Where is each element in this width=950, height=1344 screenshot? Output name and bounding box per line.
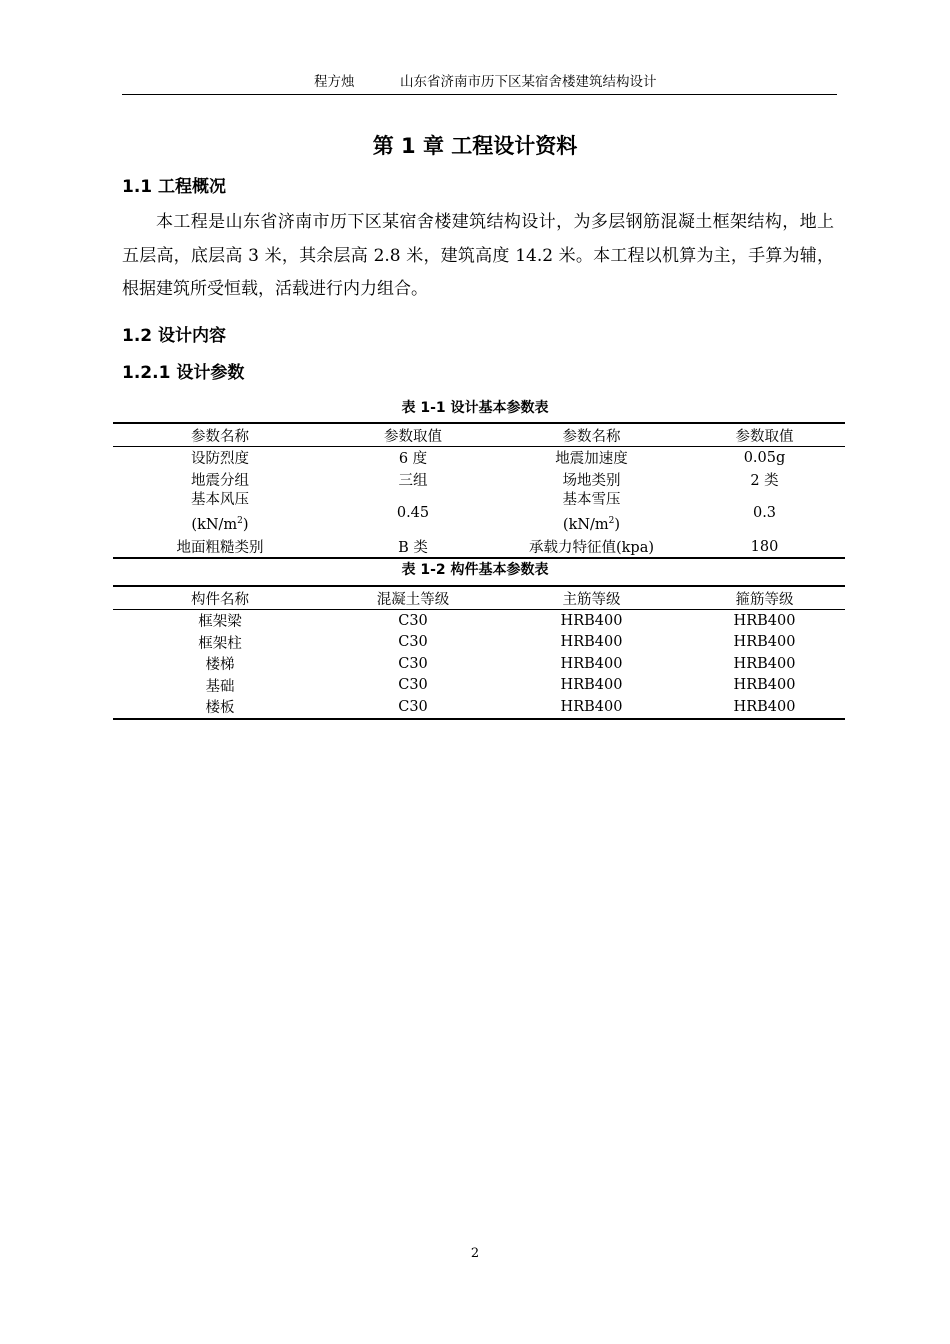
chapter-title: 第 1 章 工程设计资料 bbox=[372, 134, 578, 158]
table-header-cell: 构件名称 bbox=[113, 586, 327, 610]
table-cell: 0.45 bbox=[396, 504, 430, 521]
table-cell: HRB400 bbox=[560, 677, 623, 694]
table-row bbox=[113, 632, 845, 654]
table-header-row bbox=[113, 586, 845, 610]
table-header-cell: 参数取值 bbox=[327, 423, 499, 447]
table-header-cell: 箍筋等级 bbox=[684, 586, 845, 610]
table-cell: 地震加速度 bbox=[555, 451, 628, 468]
section-heading-1-2: 1.2 设计内容 bbox=[122, 326, 227, 346]
table-row bbox=[113, 610, 845, 632]
table-cell: 楼板 bbox=[113, 696, 327, 719]
table-cell: 场地类别 bbox=[562, 472, 621, 489]
table-row bbox=[113, 469, 845, 491]
table-cell: 三组 bbox=[398, 472, 428, 489]
table-cell-snow-pressure bbox=[499, 490, 684, 536]
table-header-cell: 参数取值 bbox=[684, 423, 845, 447]
table-cell: C30 bbox=[398, 655, 428, 672]
table-cell: 6 度 bbox=[398, 451, 428, 468]
table-cell: C30 bbox=[398, 677, 428, 694]
table-header-cell: 混凝土等级 bbox=[327, 586, 499, 610]
header-author: 程方烛 bbox=[314, 74, 355, 90]
table-header-cell: 参数名称 bbox=[499, 423, 684, 447]
table-cell: 基础 bbox=[205, 678, 235, 695]
table-row bbox=[113, 653, 845, 675]
page-header bbox=[122, 66, 837, 95]
table-row bbox=[113, 447, 845, 469]
table-cell: C30 bbox=[398, 612, 428, 629]
table-cell: C30 bbox=[398, 634, 428, 651]
page-number: 2 bbox=[470, 1246, 480, 1261]
table-cell: HRB400 bbox=[733, 612, 796, 629]
table-header-row bbox=[113, 423, 845, 447]
table-cell: B 类 bbox=[327, 536, 499, 559]
table-header-cell: 主筋等级 bbox=[499, 586, 684, 610]
table-cell: HRB400 bbox=[733, 634, 796, 651]
table1-caption: 表 1-1 设计基本参数表 bbox=[401, 400, 549, 416]
table-cell: HRB400 bbox=[733, 677, 796, 694]
table-cell: 地震分组 bbox=[191, 472, 249, 489]
table-row bbox=[113, 696, 845, 719]
table-cell: 设防烈度 bbox=[191, 451, 249, 468]
table-cell: 承载力特征值(kpa) bbox=[499, 536, 684, 559]
table-cell: 180 bbox=[684, 536, 845, 559]
table-row bbox=[113, 536, 845, 559]
table2-caption: 表 1-2 构件基本参数表 bbox=[401, 562, 549, 578]
table-row bbox=[113, 675, 845, 697]
table-cell: 框架柱 bbox=[198, 635, 242, 652]
section-heading-1-1: 1.1 工程概况 bbox=[122, 177, 227, 197]
design-parameters-table bbox=[113, 422, 845, 559]
cell-label: 基本风压 bbox=[191, 492, 249, 508]
section-paragraph-1-1: 本工程是山东省济南市历下区某宿舍楼建筑结构设计，为多层钢筋混凝土框架结构，地上五层高，底层高 3 米，其余层高 2.8 米，建筑高度 14.2 米。本工程以机算为主，手算为辅，根据建筑所受恒载，活载进行内力组合。 bbox=[122, 212, 834, 299]
table-cell: HRB400 bbox=[684, 696, 845, 719]
cell-unit: $(kN/m^2)$ bbox=[562, 516, 621, 533]
table-cell: C30 bbox=[327, 696, 499, 719]
table-cell: 地面粗糙类别 bbox=[113, 536, 327, 559]
table-cell: HRB400 bbox=[499, 696, 684, 719]
table-cell: 2 类 bbox=[750, 472, 779, 489]
table-cell: HRB400 bbox=[560, 612, 623, 629]
table-cell: 楼梯 bbox=[205, 657, 235, 674]
cell-unit: $(kN/m^2)$ bbox=[191, 516, 249, 533]
table-cell: 0.05g bbox=[743, 449, 786, 466]
table-cell: HRB400 bbox=[560, 655, 623, 672]
table-cell: HRB400 bbox=[560, 634, 623, 651]
header-title: 山东省济南市历下区某宿舍楼建筑结构设计 bbox=[400, 74, 657, 90]
table-cell: HRB400 bbox=[733, 655, 796, 672]
component-parameters-table bbox=[113, 585, 845, 720]
cell-label: 基本雪压 bbox=[562, 492, 621, 508]
table-cell: 0.3 bbox=[752, 504, 777, 521]
table-header-cell: 参数名称 bbox=[113, 423, 327, 447]
table-cell: 框架梁 bbox=[198, 614, 242, 631]
table-row bbox=[113, 490, 845, 536]
section-heading-1-2-1: 1.2.1 设计参数 bbox=[122, 363, 245, 383]
table-cell-wind-pressure bbox=[113, 490, 327, 536]
